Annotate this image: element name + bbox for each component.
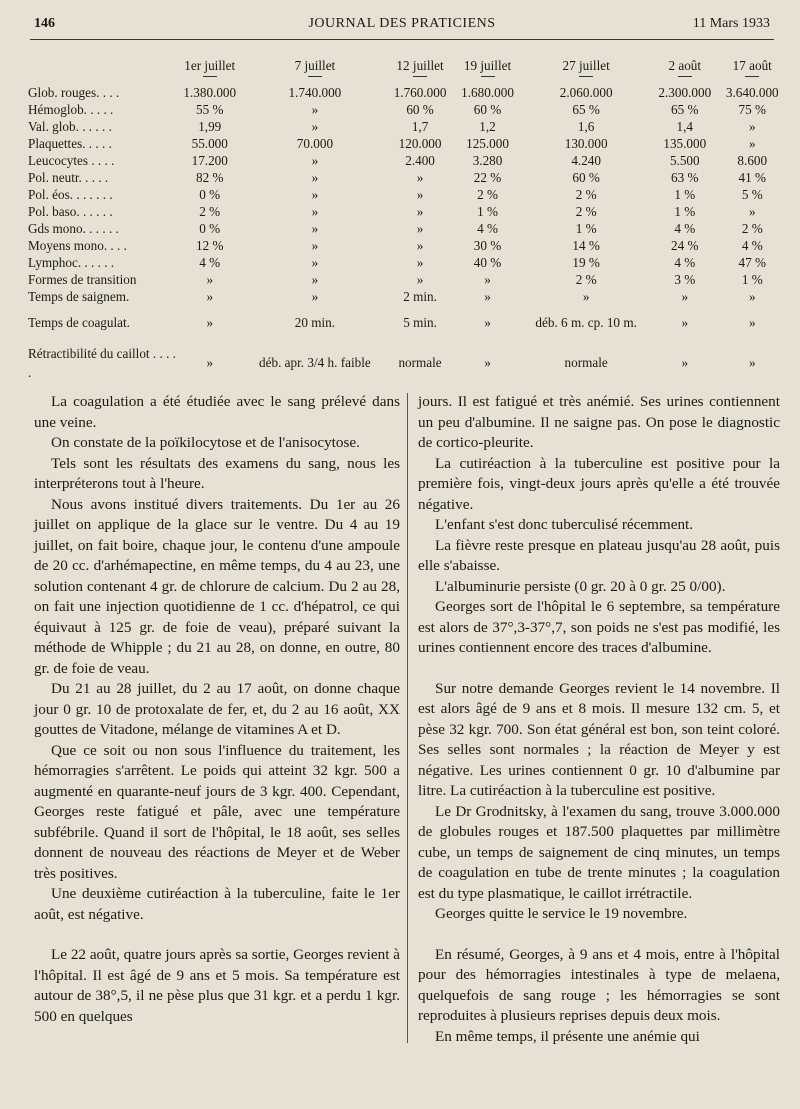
table-cell: » [416,204,424,220]
table-cell: » [206,272,214,288]
paragraph: jours. Il est fatigué et très anémié. Ses urines contiennent un peu d'albumine. Il ne saigne pas. On pose le diagnostic de cortico-pleurite. [418,393,780,451]
table-cell: 12 % [195,238,224,254]
table-cell: 65 % [671,102,699,118]
table-cell: normale [398,354,442,370]
table-cell: 3.280 [472,153,503,169]
row-label: Pol. neutr. . . . . [28,170,109,186]
table-cell: 2 % [741,221,763,237]
table-cell: 4 % [674,221,696,237]
table-cell: 3.640.000 [725,85,779,101]
table-cell: » [311,187,319,203]
table-cell: » [311,170,319,186]
table-cell: 4 % [199,255,221,271]
row-label: Pol. éos. . . . . . . [28,187,113,203]
paragraph: Le 22 août, quatre jours après sa sortie, Georges revient à l'hôpital. Il est âgé de 9 ans et 5 mois. Sa température est autour de 38°,5, il ne pèse plus que 31 kgr. et a perdu 1 kgr. 500 en quelques [34,946,400,1025]
table-cell: 2 min. [403,289,437,305]
row-label: Lymphoc. . . . . . [28,255,115,271]
table-cell: » [311,153,319,169]
table-cell: » [311,272,319,288]
table-row [28,170,786,187]
table-cell: 3 % [674,272,696,288]
table-cell: 1 % [477,204,498,220]
table-cell: 120.000 [398,136,442,152]
row-label: Plaquettes. . . . . [28,136,112,152]
row-label: Val. glob. . . . . . [28,119,112,135]
table-cell: 8.600 [737,153,768,169]
paragraph: Du 21 au 28 juillet, du 2 au 17 août, on donne chaque jour 0 gr. 10 de protoxalate de fer, et, du 2 au 16 août, XX gouttes de Vitadone, mélange de vitamines A et D. [34,680,400,738]
paragraph: Que ce soit ou non sous l'influence du traitement, les hémorragies s'arrêtent. Le poids qui atteint 32 kgr. 500 a augmenté en quarante-neuf jours de 3 kgr. 400. Cependant, Georges reste fatigué et pâle, avec une température subfébrile. Quand il sort de l'hôpital, le 18 août, ses selles donnent de nouveau des réactions de Meyer et de Weber très positives. [34,741,400,882]
table-cell: » [206,314,214,330]
table-cell: 1.380.000 [183,85,237,101]
page-header [34,16,770,38]
table-cell: 2.400 [405,153,435,169]
table-cell: 2 % [477,187,498,203]
paragraph: La coagulation a été étudiée avec le sang prélevé dans une veine. [34,393,400,431]
paragraph: Tels sont les résultats des examens du sang, nous les interpréterons tout à l'heure. [34,454,400,492]
table-row [28,136,786,153]
table-cell: » [484,289,491,305]
table-header-cell: 1er juillet [176,58,243,85]
paragraph: Nous avons institué divers traitements. Du 1er au 26 juillet on applique de la glace sur le ventre. Du 4 au 19 juillet, on fait boire, chaque jour, le contenu d'une ampoule de 20 cc. d'arhémapectine, en même temps, du 4 au 23, une solution contenant 4 gr. de chlorure de calcium. Du 2 au 28, on fait une injection quotidienne de 1 cc. d'hépatrol, ce qui équivaut à 125 gr. de foie de veau), préparé suivant la méthode de Whipple ; du 21 au 28, on donne, en outre, 80 gr. de foie de veau. [34,495,400,677]
journal-title: JOURNAL DES PRATICIENS [308,16,496,31]
table-cell: 4 % [477,221,498,237]
table-cell: 4.240 [571,153,601,169]
table-cell: 70.000 [296,136,334,152]
table-cell: 1,4 [676,119,694,135]
table-cell: 55.000 [191,136,228,152]
table-cell: normale [564,354,608,370]
table-header-cell: 12 juillet [386,58,453,85]
table-cell: » [311,102,319,118]
paragraph: La cutiréaction à la tuberculine est positive pour la première fois, vingt-deux jours après qu'elle a été trouvée négative. [418,454,780,513]
table-row [28,187,786,204]
table-body [28,85,786,386]
table-cell: 19 % [572,255,600,271]
table-cell: 55 % [195,102,224,118]
table-cell: 1 % [674,204,696,220]
table-cell: 2.060.000 [559,85,613,101]
table-row [28,289,786,306]
table-cell: » [416,272,424,288]
table-cell: 14 % [572,238,600,254]
table-cell: 2 % [575,272,597,288]
table-cell: 40 % [473,255,502,271]
table-cell: 60 % [473,102,502,118]
table-cell: » [748,354,756,370]
table-cell: 20 min. [294,314,336,330]
table-cell: 22 % [473,170,502,186]
table-cell: 0 % [199,187,221,203]
paragraph: La fièvre reste presque en plateau jusqu'au 28 août, puis elle s'abaisse. [418,536,780,574]
paragraph: Georges sort de l'hôpital le 6 septembre, sa température est alors de 37°,3-37°,7, son poids ne s'est pas modifié, les urines contiennent encore des traces d'albumine. [418,598,780,656]
table-cell: 2 % [575,204,597,220]
table-cell: 1,2 [479,119,496,135]
table-row [28,102,786,119]
row-label: Temps de coagulat. [28,314,130,330]
table-cell: » [311,221,319,237]
table-header-cell: 17 août [719,58,786,85]
table-row [28,306,786,340]
table-cell: » [681,314,689,330]
paragraph: L'enfant s'est donc tuberculisé récemment. [435,516,694,533]
table-cell: 1.680.000 [461,85,514,101]
column-divider [407,393,408,1043]
row-label: Leucocytes . . . . [28,153,115,169]
table-cell: 2.300.000 [658,85,712,101]
table-cell: 65 % [572,102,600,118]
table-cell: 41 % [738,170,766,186]
page-number: 146 [34,16,55,31]
table-cell: » [206,289,214,305]
paragraph: Sur notre demande Georges revient le 14 novembre. Il est alors âgé de 9 ans et 8 mois. Il mesure 132 cm. 5, et pèse 32 kgr. 700. Son état général est bon, son teint coloré. Ses selles sont normales ; la réaction de Meyer y est négative. Les urines contiennent 0 gr. 10 d'albumine par litre. La cutiréaction à la tuberculine est positive. [418,679,780,799]
table-cell: 5.500 [669,153,700,169]
table-row [28,221,786,238]
table-cell: » [681,289,689,305]
table-cell: » [416,255,424,271]
table-cell: 5 min. [403,314,437,330]
table-row [28,153,786,170]
row-label: Pol. baso. . . . . . [28,204,113,220]
table-row [28,255,786,272]
issue-date: 11 Mars 1933 [692,16,770,31]
table-cell: 1 % [741,272,763,288]
table-cell: 1.740.000 [288,85,342,101]
table-row [28,204,786,221]
table-row [28,238,786,255]
table-row [28,119,786,136]
table-header-cell: 27 juillet [521,58,651,85]
blood-exam-table [28,58,786,386]
paragraph: En résumé, Georges, à 9 ans et 4 mois, entre à l'hôpital pour des hémorragies intestinales à type de melaena, quelquefois de sang rouge ; les hémorragies se sont reproduites à plusieurs reprises depuis deux mois. [418,945,780,1024]
table-cell: » [206,354,214,370]
paragraph: Georges quitte le service le 19 novembre. [435,905,688,922]
table-cell: 75 % [738,102,766,118]
table-cell: 135.000 [663,136,707,152]
table-cell: » [311,238,319,254]
right-text-column [418,392,780,1047]
table-cell: » [311,289,319,305]
paragraph: En même temps, il présente une anémie qui [435,1027,700,1045]
paragraph: Le Dr Grodnitsky, à l'examen du sang, trouve 3.000.000 de globules rouges et 187.500 plaquettes par millimètre cube, un temps de saignement de cinq minutes, un temps de coagulation en tube de trente minutes ; la coagulation est du type plasmatique, le caillot irrétractile. [418,802,780,902]
table-cell: » [484,314,491,330]
paragraph: On constate de la poïkilocytose et de l'anisocytose. [51,434,360,451]
table-cell: » [748,289,756,305]
table-header-cell: 7 juillet [243,58,386,85]
table-cell: 60 % [572,170,600,186]
table-header-cell: 19 juillet [454,58,521,85]
table-cell: 1,99 [198,119,222,135]
table-cell: » [748,119,756,135]
table-cell: » [681,354,689,370]
table-cell: déb. 6 m. cp. 10 m. [535,314,637,330]
table-cell: 0 % [199,221,221,237]
table-cell: 4 % [674,255,696,271]
table-cell: 1.760.000 [393,85,447,101]
table-cell: 17.200 [191,153,228,169]
table-header-cell [28,58,176,85]
table-header-cell: 2 août [651,58,718,85]
table-cell: 1 % [575,221,597,237]
header-rule [30,39,774,40]
table-cell: » [311,255,319,271]
table-cell: 1,6 [577,119,595,135]
table-cell: » [416,170,424,186]
table-cell: 125.000 [466,136,509,152]
table-header-row [28,58,786,85]
table-cell: » [748,204,756,220]
table-cell: 5 % [741,187,763,203]
table-cell: 47 % [738,255,766,271]
table-cell: 60 % [406,102,434,118]
table-cell: déb. apr. 3/4 h. faible [259,354,371,370]
table-cell: » [416,221,424,237]
table-cell: » [484,272,491,288]
table-cell: 2 % [575,187,597,203]
left-text-column [34,392,400,1027]
row-label: Hémoglob. . . . . [28,102,114,118]
table-cell: » [416,187,424,203]
table-cell: » [582,289,590,305]
table-cell: 4 % [741,238,763,254]
table-row [28,85,786,102]
table-cell: » [748,314,756,330]
row-label: Glob. rouges. . . . [28,85,120,101]
table-cell: 30 % [473,238,502,254]
table-cell: » [311,119,319,135]
row-label: Gds mono. . . . . . [28,221,119,237]
paragraph: Une deuxième cutiréaction à la tuberculine, faite le 1er août, est négative. [34,885,400,923]
table-cell: » [484,354,491,370]
row-label: Rétractibilité du caillot . . . . . [28,345,176,380]
table-cell: 1,7 [411,119,429,135]
table-cell: 130.000 [564,136,608,152]
table-cell: 63 % [671,170,699,186]
table-cell: » [748,136,756,152]
table-row [28,272,786,289]
paragraph: L'albuminurie persiste (0 gr. 20 à 0 gr. 25 0/00). [435,577,726,595]
table-cell: 1 % [674,187,696,203]
table-row [28,340,786,386]
table-cell: » [416,238,424,254]
table-cell: 2 % [199,204,221,220]
row-label: Temps de saignem. [28,289,130,305]
row-label: Moyens mono. . . . [28,238,127,254]
table-cell: 82 % [195,170,224,186]
table-cell: 24 % [671,238,699,254]
table-cell: » [311,204,319,220]
row-label: Formes de transition [28,272,137,288]
